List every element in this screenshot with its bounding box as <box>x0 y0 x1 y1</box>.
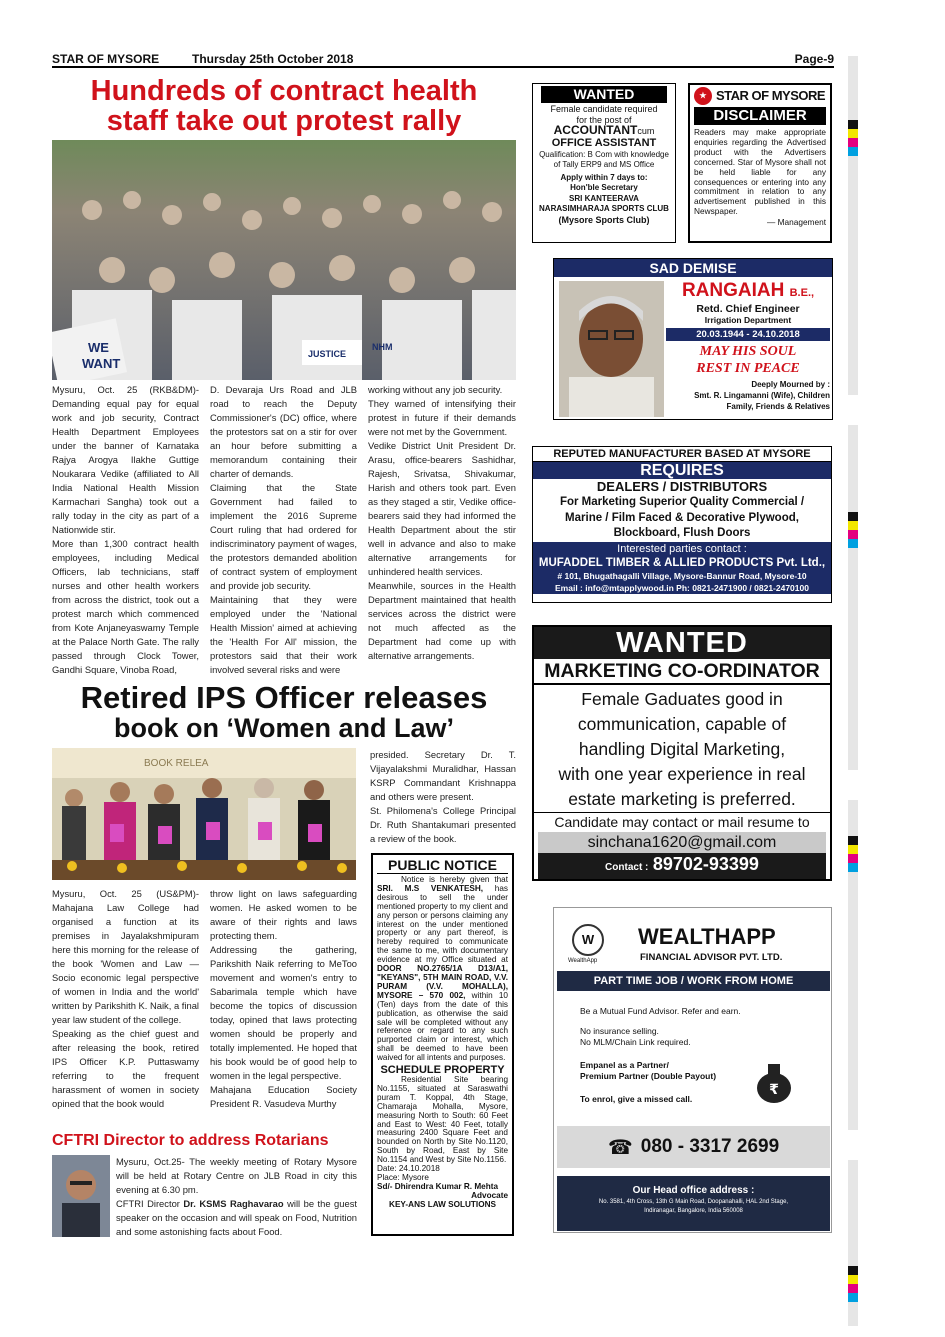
registration-marks-4 <box>848 1266 858 1302</box>
ad1-club2: NARASIMHARAJA SPORTS CLUB <box>539 204 669 213</box>
story1-headline-line2: staff take out protest rally <box>106 105 462 137</box>
story2-col2-para3: Mahajana Education Society President R. Vasudeva Murthy <box>210 1084 357 1109</box>
ad2-email[interactable]: sinchana1620@gmail.com <box>538 832 826 853</box>
story3-para2-end: will be the guest speaker on the occasion and will speak on Food, Nutrition and some astonishing facts about Food. <box>116 1198 357 1237</box>
notice-date: Date: 24.10.2018 <box>377 1164 440 1174</box>
notice-text-2: has desirous to sell the under mentioned property to my client and any person or persons claiming any interest on the under mentioned property or any part thereof, is hereby required to communicate the same to me, with documentary evidence at my Office situated at <box>377 883 508 965</box>
story1-column1 <box>52 383 199 673</box>
disclaimer-title: DISCLAIMER <box>694 107 826 125</box>
story1-col1-para1: Mysuru, Oct. 25 (RKB&DM)- Demanding equal pay for equal work and job security, Contract Health Department Employees under the banner of Karnataka Rajya Arogya Ilakhe Guttige Noukarara Vedike (affiliated to All India National Health Mission Karmachari Sangha) took out a rally today in the city as part of a Nationwide stir. <box>52 384 199 535</box>
star-logo-icon: ★ <box>694 87 712 105</box>
ad-disclaimer[interactable] <box>688 83 832 243</box>
ad2-contact-label: Contact : <box>605 862 649 873</box>
banner-text: BOOK RELEA <box>144 758 209 769</box>
demise-title: SAD DEMISE <box>554 259 832 277</box>
placard-justice: JUSTICE <box>308 349 347 359</box>
ad1-apply: Apply within 7 days to: <box>560 172 648 182</box>
public-notice-body <box>377 876 508 1063</box>
registration-marks-2 <box>848 512 858 548</box>
dealers-line4: For Marketing Superior Quality Commercial / <box>559 496 805 508</box>
story1-col2-para2: Claiming that the State Government had failed to implement the 2016 Supreme Court ruling that had ordered for indiscriminatory payment of wages, the protestors demanded abolition of contract system of employment and provide job security. <box>210 482 357 591</box>
demise-dept: Irrigation Department <box>704 315 792 325</box>
ad1-club1: SRI KANTEERAVA <box>569 193 639 203</box>
page-number: Page-9 <box>794 52 834 66</box>
dealers-email-phone: Email : info@mtapplywood.in Ph: 0821-2471900 / 0821-2470100 <box>533 582 831 594</box>
disclaimer-paper-name: STAR OF MYSORE <box>716 88 826 103</box>
story2-col2-para2: Addressing the gathering, Parikshith Naik referring to MeToo movement and women's entry to Sabarimala temple which have become the topics of discussion today, opined that laws protecting women should be properly and totally implemented. He hoped that his book would be of good help to women in the legal perspective. <box>210 944 357 1081</box>
story1-column3 <box>368 383 516 673</box>
money-bag-icon <box>754 1058 794 1104</box>
dealers-requires: REQUIRES <box>533 462 831 479</box>
notice-office-address: DOOR NO.2765/1A D13/A1, "KEYANS", 5TH MAIN ROAD, V.V. PURAM (V.V. MOHALLA), MYSORE – 570 002, <box>377 964 508 1000</box>
demise-photo <box>559 281 664 417</box>
ad2-title: WANTED <box>534 627 830 659</box>
wealthapp-address1: No. 3581, 4th Cross, 13th G Main Road, Doopanahalli, HAL 2nd Stage, <box>598 1199 789 1205</box>
dealers-address: # 101, Bhugathagalli Village, Mysore-Bannur Road, Mysore-10 <box>533 571 831 582</box>
ad-sad-demise[interactable] <box>553 258 833 420</box>
registration-marks-3 <box>848 836 858 872</box>
wealthapp-address2: Indiranagar, Bangalore, India 560008 <box>644 1208 743 1214</box>
deceased-portrait <box>559 281 664 417</box>
wealthapp-name: WEALTHAPP <box>638 924 776 949</box>
demise-mourned: Deeply Mourned by : <box>751 380 830 389</box>
disclaimer-text: Readers may make appropriate enquiries regarding the Advertised product with the Advertisers concerned. Star of Mysore shall not be held liable for any consequences or entering into any commitment in relation to any advertisement published in this Newspaper. <box>694 127 826 217</box>
public-notice-title: PUBLIC NOTICE <box>377 857 508 874</box>
cftri-director-photo <box>52 1155 110 1237</box>
disclaimer-signature: — Management <box>766 217 826 228</box>
story3-body <box>116 1155 357 1245</box>
ad1-club3: (Mysore Sports Club) <box>558 214 650 225</box>
wealthapp-point1: Be a Mutual Fund Advisor. Refer and earn. <box>580 1006 741 1016</box>
demise-rip1: MAY HIS SOUL <box>699 344 797 359</box>
wealthapp-subtitle: FINANCIAL ADVISOR PVT. LTD. <box>640 952 783 963</box>
story1-col3-para4: Meanwhile, sources in the Health Department maintained that health services across the district were not much affected as the Department had come up with alternative arrangements. <box>368 580 516 661</box>
notice-signature: Sd/- Dhirendra Kumar R. Mehta <box>377 1181 499 1191</box>
ad2-text2: communication, capable of <box>577 714 787 734</box>
story2-col1-para1: Mysuru, Oct. 25 (US&PM)- Mahajana Law College had organised a function at its premises in Jayalakshmipuram here this morning for the release of the book 'Women and Law — Socio economic legal perspective of women in India and the world' written by Parikshith K. Naik, a final year law student of the college. <box>52 888 199 1025</box>
wealthapp-logo-icon: W <box>572 924 604 956</box>
story2-right-para2: St. Philomena's College Principal Dr. Ruth Shantakumari presented a review of the book. <box>370 805 516 844</box>
story1-headline-line1: Hundreds of contract health <box>90 75 478 107</box>
wealthapp-office <box>557 1176 830 1231</box>
story2-column2 <box>210 887 357 1129</box>
ad-wanted-marketing[interactable] <box>532 625 832 881</box>
placard-want: WANT <box>82 356 121 371</box>
demise-dates: 20.03.1944 - 24.10.2018 <box>666 328 830 341</box>
notice-text-1: Notice is hereby given that <box>401 875 508 884</box>
demise-name: RANGAIAH <box>681 280 785 301</box>
protest-crowd-image <box>52 140 516 380</box>
story2-col2-para1: throw light on laws safeguarding women. He asked women to be aware of their rights and laws protecting them. <box>210 888 357 941</box>
rupee-glyph: ₹ <box>769 1082 779 1098</box>
ad1-title: WANTED <box>541 86 667 103</box>
margin-gap-1 <box>848 395 858 425</box>
ad2-contact-line: Candidate may contact or mail resume to <box>554 814 810 830</box>
wealthapp-point4: Empanel as a Partner/ <box>580 1060 669 1070</box>
registration-marks-1 <box>848 120 858 156</box>
dealers-company: MUFADDEL TIMBER & ALLIED PRODUCTS Pvt. Ltd., <box>533 556 831 571</box>
story2-headline-line1: Retired IPS Officer releases <box>80 680 488 715</box>
placard-nhm: NHM <box>372 342 393 352</box>
story1-col3-para2: They warned of intensifying their protest in future if their demands were not met by the Government. <box>368 398 516 437</box>
demise-rip2: REST IN PEACE <box>696 361 800 376</box>
ad2-subtitle: MARKETING CO-ORDINATOR <box>534 659 830 685</box>
demise-mourners1: Smt. R. Lingamanni (Wife), Children <box>694 391 830 400</box>
wealthapp-point3: No MLM/Chain Link required. <box>580 1037 691 1047</box>
ad1-secretary: Hon'ble Secretary <box>570 183 638 192</box>
wealthapp-phone-box[interactable] <box>557 1126 830 1168</box>
story2-headline-line2: book on ‘Women and Law’ <box>113 713 454 743</box>
notice-seller-name: SRI. M.S VENKATESH, <box>377 883 484 893</box>
story2-column1 <box>52 887 199 1129</box>
book-release-image <box>52 748 356 880</box>
ad1-accountant: ACCOUNTANT <box>553 123 638 137</box>
masthead-name: STAR OF MYSORE <box>52 52 160 66</box>
ad2-phone[interactable]: 89702-93399 <box>652 854 759 874</box>
disclaimer-logo <box>694 87 826 105</box>
wealthapp-bar: PART TIME JOB / WORK FROM HOME <box>557 971 830 991</box>
margin-gap-2 <box>848 770 858 800</box>
margin-gap-3 <box>848 1130 858 1160</box>
issue-date: Thursday 25th October 2018 <box>192 52 354 66</box>
ad2-text4: with one year experience in real <box>558 764 806 784</box>
phone-icon: ☎ <box>607 1136 633 1159</box>
ad-wealthapp[interactable] <box>553 907 832 1233</box>
ad2-text3: handling Digital Marketing, <box>578 739 786 759</box>
demise-degree: B.E., <box>789 287 815 299</box>
dealers-contact: Interested parties contact : <box>533 542 831 556</box>
page-header <box>52 52 834 68</box>
story1-column2 <box>210 383 357 673</box>
ad-wanted-accountant[interactable] <box>532 83 676 243</box>
story3-para1: Mysuru, Oct.25- The weekly meeting of Rotary Mysore will be held at Rotary Centre on JLB Road in city this evening at 6.30 pm. <box>116 1156 357 1195</box>
wealthapp-phone[interactable]: 080 - 3317 2699 <box>640 1136 780 1157</box>
ad1-qualification: Qualification: B Com with knowledge <box>539 149 669 159</box>
notice-firm: KEY-ANS LAW SOLUTIONS <box>389 1199 496 1209</box>
notice-place: Place: Mysore <box>377 1173 429 1182</box>
notice-role: Advocate <box>471 1190 508 1200</box>
story3-speaker-name: Dr. KSMS Raghavarao <box>183 1198 284 1209</box>
dealers-line5: Marine / Film Faced & Decorative Plywood, <box>565 511 799 524</box>
story1-col3-para3: Vedike District Unit President Dr. Arasu, office-bearers Sashidhar, Rajesh, Srivatsa, Shivakumar, Harish and others took part. Even as they staged a stir, Vedike office-bearers said they had informed the Health Department about the stir well in advance and also to make alternative arrangements for unhindered health services. <box>368 440 516 577</box>
ad1-qualification2: of Tally ERP9 and MS Office <box>553 160 655 169</box>
story2-right-para1: presided. Secretary Dr. T. Vijayalakshmi Muralidhar, Hassan KSRP Commandant Krishnappa and others were present. <box>370 749 516 802</box>
wealthapp-office-label: Our Head office address : <box>632 1185 755 1196</box>
protest-rally-photo[interactable] <box>52 140 516 380</box>
dealers-line3: DEALERS / DISTRIBUTORS <box>596 479 768 494</box>
placard-we: WE <box>88 340 109 355</box>
story1-col3-para1: working without any job security. <box>368 384 503 395</box>
story2-right-text <box>370 748 516 848</box>
story2-col1-para2: Speaking as the chief guest and after releasing the book, retired IPS Officer K.P. Puttaswamy referring to the frequent harassment of women in society opined that the book would <box>52 1028 199 1109</box>
wealthapp-point6: To enrol, give a missed call. <box>580 1094 693 1104</box>
ad2-text1: Female Gaduates good in <box>581 689 783 709</box>
book-release-photo[interactable] <box>52 748 356 880</box>
ad2-text5: estate marketing is preferred. <box>534 787 830 813</box>
demise-details <box>666 281 830 412</box>
wealthapp-point5: Premium Partner (Double Payout) <box>580 1071 717 1081</box>
dealers-line6: Blockboard, Flush Doors <box>613 527 751 539</box>
ad1-line1: Female candidate required <box>550 104 658 114</box>
story1-headline[interactable] <box>52 76 516 136</box>
schedule-title: SCHEDULE PROPERTY <box>380 1064 505 1077</box>
story3-headline[interactable]: CFTRI Director to address Rotarians <box>52 1132 329 1149</box>
demise-mourners2: Family, Friends & Relatives <box>726 402 830 411</box>
wealthapp-point2: No insurance selling. <box>580 1026 659 1036</box>
dealers-line1: REPUTED MANUFACTURER BASED AT MYSORE <box>533 447 831 462</box>
ad1-line2: for the post of <box>576 114 632 125</box>
story1-col2-para3: Maintaining that they were employed under the 'National Health Mission' aimed at achieving the 'Health For All' mission, the protestors said that their work involved several risks and were <box>210 594 357 675</box>
ad-dealers[interactable] <box>532 446 832 603</box>
notice-text-3: within 10 (Ten) days from the date of this publication, as otherwise the said sale will be completed without any reference or regard to any such purported claim or interest, which shall be deemed to have been waived for all intents and purposes. <box>377 990 508 1063</box>
ad1-cum: cum <box>637 126 655 136</box>
story1-col1-para2: More than 1,300 contract health employees, including Medical Officers, lab technicians, staff nurses and other health workers from across the district, took out a protest march which commenced from Kote Anjaneyaswamy Temple at the Palace North Gate. The rally passed through Clock Tower, Gandhi Square, Vinoba Road, <box>52 538 199 675</box>
story2-headline[interactable] <box>52 680 516 743</box>
wealthapp-logo-caption: WealthApp <box>568 958 598 964</box>
story1-col2-para1: D. Devaraja Urs Road and JLB road to reach the Deputy Commissioner's (DC) office, where the protestors sat on a stir for over an hour before submitting a memorandum containing their charter of demands. <box>210 384 357 479</box>
director-portrait <box>52 1155 110 1237</box>
demise-role: Retd. Chief Engineer <box>696 303 800 315</box>
ad1-office-assistant: OFFICE ASSISTANT <box>551 136 657 149</box>
story3-para2-start: CFTRI Director <box>116 1198 184 1209</box>
public-notice[interactable] <box>371 853 514 1236</box>
schedule-body: Residential Site bearing No.1155, situated at Saraswathi puram T. Koppal, 4th Stage, Chamaraja Mohalla, Mysore, measuring North to South: 60 Feet and East to West: 40 Feet, totally measuring 2400 Square Feet and bounded on North by Site No.1120, South by Road, East by Site No.1154 and West by Site No.1156. <box>377 1075 508 1165</box>
